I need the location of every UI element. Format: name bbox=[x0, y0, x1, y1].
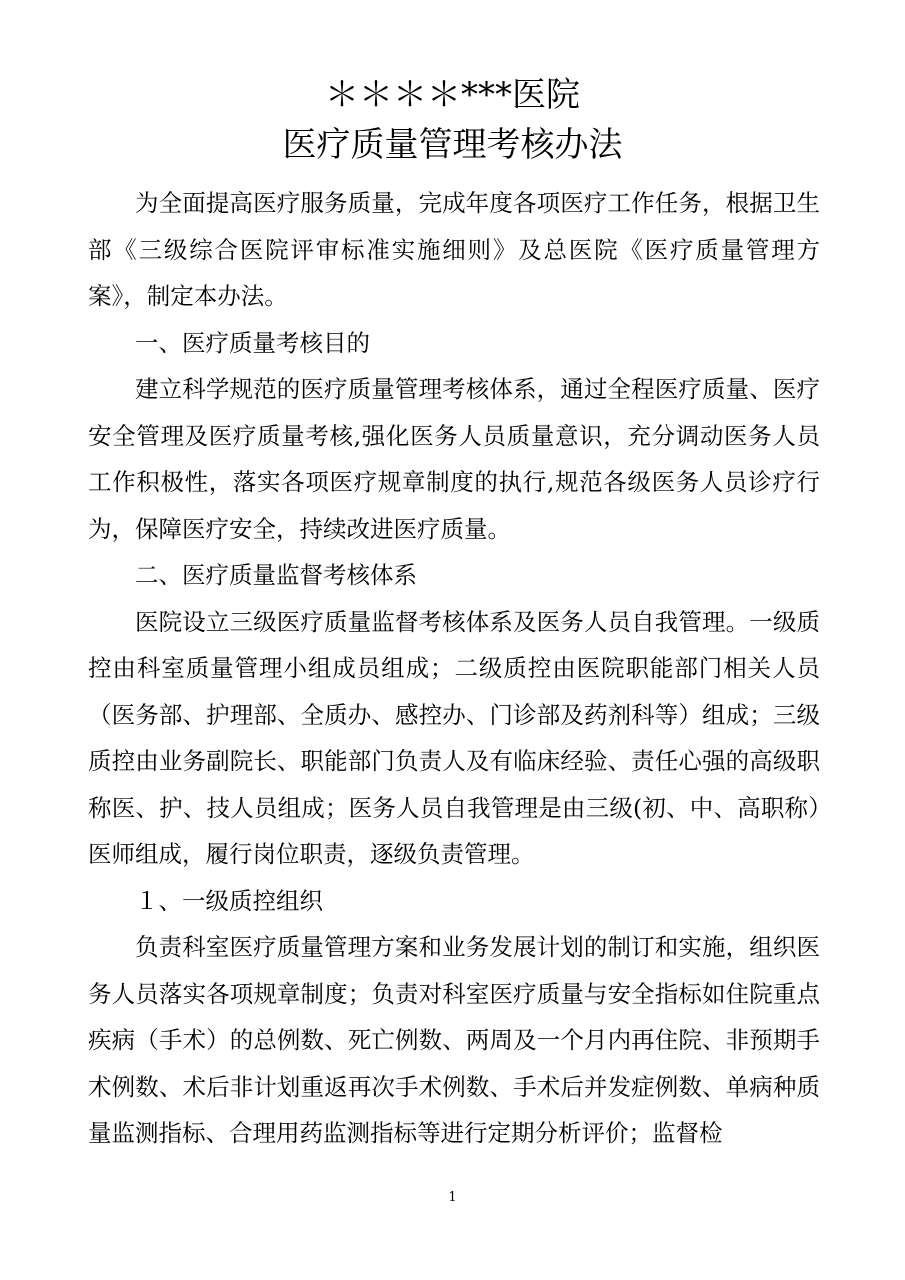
subsection-heading-level-one: １、一级质控组织 bbox=[135, 886, 323, 915]
page-number: 1 bbox=[448, 1190, 457, 1205]
hospital-title: ＊＊＊＊***医院 bbox=[325, 75, 580, 115]
document-body bbox=[88, 180, 820, 1157]
document-title: 医疗质量管理考核办法 bbox=[282, 125, 623, 165]
intro-paragraph: 为全面提高医疗服务质量，完成年度各项医疗工作任务，根据卫生部《三级综合医院评审标准实施细则》及总医院《医疗质量管理方案》，制定本办法。 bbox=[88, 189, 820, 310]
system-paragraph: 医院设立三级医疗质量监督考核体系及医务人员自我管理。一级质控由科室质量管理小组成员组成；二级质控由医院职能部门相关人员（医务部、护理部、全质办、感控办、门诊部及药剂科等）组成；三级质控由业务副院长、职能部门负责人及有临床经验、责任心强的高级职称医、护、技人员组成；医务人员自我管理是由三级(初、中、高职称）医师组成，履行岗位职责，逐级负责管理。 bbox=[88, 607, 820, 868]
section-heading-purpose: 一、医疗质量考核目的 bbox=[135, 328, 370, 357]
purpose-paragraph: 建立科学规范的医疗质量管理考核体系，通过全程医疗质量、医疗安全管理及医疗质量考核,强化医务人员质量意识，充分调动医务人员工作积极性，落实各项医疗规章制度的执行,规范各级医务人员诊疗行为，保障医疗安全，持续改进医疗质量。 bbox=[88, 375, 820, 543]
section-heading-system: 二、医疗质量监督考核体系 bbox=[135, 561, 417, 589]
level-one-paragraph: 负责科室医疗质量管理方案和业务发展计划的制订和实施，组织医务人员落实各项规章制度；负责对科室医疗质量与安全指标如住院重点疾病（手术）的总例数、死亡例数、两周及一个月内再住院、非预期手术例数、术后非计划重返再次手术例数、手术后并发症例数、单病种质量监测指标、合理用药监测指标等进行定期分析评价；监督检 bbox=[88, 933, 820, 1147]
